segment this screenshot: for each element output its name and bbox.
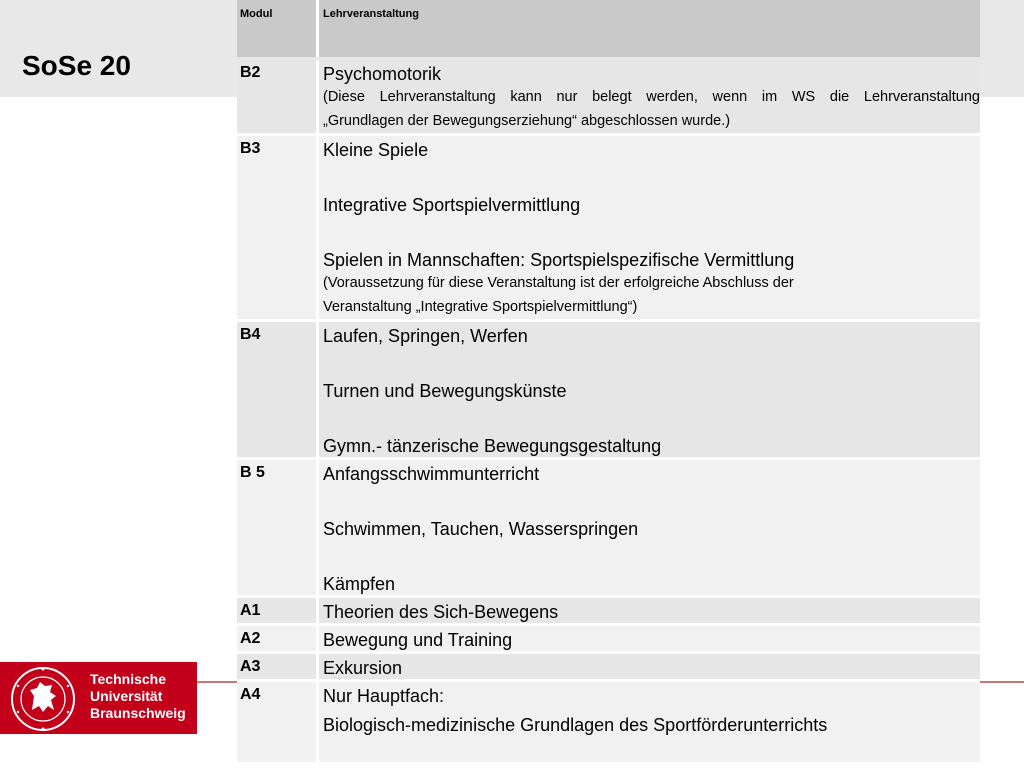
course-title: Laufen, Springen, Werfen [323, 326, 528, 346]
header-module: Modul [237, 0, 319, 57]
table-row [237, 626, 980, 651]
course-title: Schwimmen, Tauchen, Wasserspringen [323, 519, 639, 539]
course-cell [319, 598, 980, 623]
module-code: B3 [237, 136, 319, 319]
course-note: (Voraussetzung für diese Veranstaltung ist der erfolgreiche Abschluss der [323, 275, 794, 291]
table-row [237, 136, 980, 319]
table-header-row [237, 0, 980, 57]
course-cell [319, 682, 980, 762]
course-title: Psychomotorik [323, 64, 442, 84]
module-code: A1 [237, 598, 319, 623]
course-title: Exkursion [323, 658, 403, 678]
course-note: (Diese Lehrveranstaltung kann nur belegt werden, wenn im WS die Lehrveranstaltung [323, 89, 980, 105]
lion-seal-icon [10, 666, 76, 732]
footer-line-left [197, 681, 237, 683]
course-cell [319, 460, 980, 595]
course-cell [319, 136, 980, 319]
table-row [237, 598, 980, 623]
table-row [237, 322, 980, 457]
course-cell [319, 654, 980, 679]
course-title: Turnen und Bewegungskünste [323, 381, 567, 401]
slide-title: SoSe 20 [22, 50, 131, 81]
course-title: Biologisch-medizinische Grundlagen des Sportförderunterrichts [323, 715, 828, 735]
table-row [237, 682, 980, 762]
table-row [237, 460, 980, 595]
course-title: Theorien des Sich-Bewegens [323, 602, 559, 622]
course-title: Integrative Sportspielvermittlung [323, 195, 581, 215]
module-code: B2 [237, 60, 319, 133]
course-title: Nur Hauptfach: [323, 686, 445, 706]
course-cell [319, 322, 980, 457]
course-title: Gymn.- tänzerische Bewegungsgestaltung [323, 436, 662, 456]
module-code: A3 [237, 654, 319, 679]
course-note: Veranstaltung „Integrative Sportspielvermittlung“) [323, 299, 638, 315]
course-title: Kämpfen [323, 574, 396, 594]
table-row [237, 654, 980, 679]
module-code: A2 [237, 626, 319, 651]
course-note: „Grundlagen der Bewegungserziehung“ abgeschlossen wurde.) [323, 113, 731, 129]
module-code: A4 [237, 682, 319, 762]
course-title: Bewegung und Training [323, 630, 513, 650]
module-code: B4 [237, 322, 319, 457]
module-table [237, 0, 980, 765]
course-title: Spielen in Mannschaften: Sportspielspezifische Vermittlung [323, 250, 795, 270]
course-title: Anfangsschwimmunterricht [323, 464, 540, 484]
logo-line-3: Braunschweig [90, 705, 186, 721]
university-name [90, 671, 186, 722]
logo-line-2: Universität [90, 688, 163, 704]
header-course: Lehrveranstaltung [319, 0, 980, 57]
footer-line-right [980, 681, 1024, 683]
table-row [237, 60, 980, 133]
course-cell [319, 626, 980, 651]
logo-line-1: Technische [90, 671, 166, 687]
course-title: Kleine Spiele [323, 140, 429, 160]
module-code: B 5 [237, 460, 319, 595]
course-cell [319, 60, 980, 133]
